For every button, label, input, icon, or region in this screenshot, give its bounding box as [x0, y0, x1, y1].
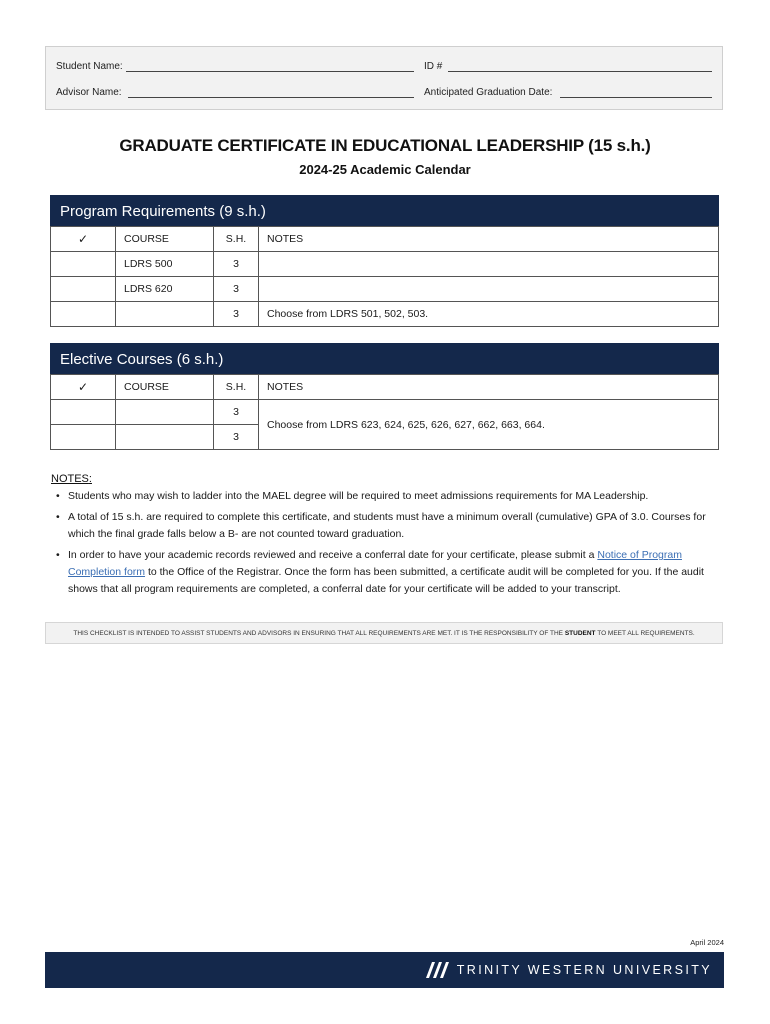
disclaimer-text-pre: THIS CHECKLIST IS INTENDED TO ASSIST STUDENTS AND ADVISORS IN ENSURING THAT ALL REQUIREMENTS ARE MET. IT IS THE RESPONSIBILITY OF THE: [73, 630, 565, 637]
sh-cell: 3: [214, 400, 259, 425]
list-item: [52, 509, 720, 543]
page-title: GRADUATE CERTIFICATE IN EDUCATIONAL LEADERSHIP (15 s.h.): [119, 136, 651, 155]
course-cell[interactable]: [116, 400, 214, 425]
elective-courses-header: Elective Courses (6 s.h.): [50, 343, 719, 374]
id-label: ID #: [424, 61, 443, 72]
note-text: Students who may wish to ladder into the MAEL degree will be required to meet admissions requirements for MA Leadership.: [68, 490, 649, 502]
checkmark-icon: ✓: [77, 232, 89, 246]
program-requirements-table: [50, 226, 719, 327]
course-cell[interactable]: [116, 425, 214, 450]
student-name-line[interactable]: [126, 60, 414, 72]
notes-heading-colon: :: [88, 473, 92, 485]
university-logo: [425, 952, 712, 988]
check-cell[interactable]: [51, 425, 116, 450]
checkmark-icon: ✓: [77, 380, 89, 394]
course-cell: LDRS 620: [116, 277, 214, 302]
note-text-post: to the Office of the Registrar. Once the form has been submitted, a certificate audit will be completed for you. If the audit shows that all program requirements are completed, a conferral date for your certificate will be added to your transcript.: [68, 566, 704, 595]
notes-cell: Choose from LDRS 623, 624, 625, 626, 627, 662, 663, 664.: [259, 400, 719, 450]
elective-courses-section: [50, 343, 719, 450]
id-line[interactable]: [448, 60, 712, 72]
student-name-field[interactable]: [56, 58, 414, 72]
advisor-name-field[interactable]: [56, 84, 414, 98]
graduation-date-line[interactable]: [560, 86, 712, 98]
footer-bar: [45, 952, 724, 988]
graduation-date-label: Anticipated Graduation Date:: [424, 87, 553, 98]
student-name-label: Student Name:: [56, 61, 123, 72]
disclaimer-text-post: TO MEET ALL REQUIREMENTS.: [595, 630, 695, 637]
sh-cell: 3: [214, 302, 259, 327]
program-requirements-header: Program Requirements (9 s.h.): [50, 195, 719, 226]
university-emblem-icon: [425, 960, 451, 980]
student-info-box: [45, 46, 723, 110]
bullet-icon: •: [56, 490, 60, 502]
check-cell[interactable]: [51, 252, 116, 277]
notes-cell: [259, 277, 719, 302]
course-cell: LDRS 500: [116, 252, 214, 277]
table-row: [51, 277, 719, 302]
sh-cell: 3: [214, 252, 259, 277]
check-column-header: [51, 227, 116, 252]
notes-cell: Choose from LDRS 501, 502, 503.: [259, 302, 719, 327]
disclaimer-student-bold: STUDENT: [564, 630, 596, 637]
advisor-name-line[interactable]: [128, 86, 414, 98]
logo-text: TRINITY WESTERN UNIVERSITY: [456, 963, 712, 977]
notes-cell: [259, 252, 719, 277]
program-requirements-section: [50, 195, 719, 327]
course-column-header: COURSE: [116, 375, 214, 400]
notes-heading: [51, 473, 92, 485]
notice-of-program-completion-link[interactable]: Notice of Program Completion form: [68, 549, 682, 578]
note-text-pre: In order to have your academic records reviewed and receive a conferral date for your certificate, please submit a: [68, 549, 598, 561]
table-row: [51, 400, 719, 425]
notes-column-header: NOTES: [259, 227, 719, 252]
notes-heading-text: NOTES: [51, 473, 89, 485]
table-row: [51, 302, 719, 327]
sh-column-header: S.H.: [214, 227, 259, 252]
check-cell[interactable]: [51, 302, 116, 327]
course-column-header: COURSE: [116, 227, 214, 252]
graduation-date-field[interactable]: [424, 84, 712, 98]
bullet-icon: •: [56, 549, 60, 561]
page-subtitle: 2024-25 Academic Calendar: [299, 162, 471, 177]
id-field[interactable]: [424, 58, 712, 72]
table-header-row: [51, 375, 719, 400]
check-cell[interactable]: [51, 277, 116, 302]
bullet-icon: •: [56, 511, 60, 523]
table-row: [51, 252, 719, 277]
list-item: [52, 488, 720, 505]
sh-column-header: S.H.: [214, 375, 259, 400]
disclaimer-banner: [45, 622, 723, 644]
check-column-header: [51, 375, 116, 400]
course-cell[interactable]: [116, 302, 214, 327]
elective-courses-table: [50, 374, 719, 450]
advisor-name-label: Advisor Name:: [56, 87, 122, 98]
check-cell[interactable]: [51, 400, 116, 425]
notes-column-header: NOTES: [259, 375, 719, 400]
sh-cell: 3: [214, 425, 259, 450]
table-header-row: [51, 227, 719, 252]
list-item: [52, 547, 720, 598]
sh-cell: 3: [214, 277, 259, 302]
note-text: A total of 15 s.h. are required to complete this certificate, and students must have a minimum overall (cumulative) GPA of 3.0. Courses for which the final grade falls below a B- are not counted toward graduation.: [68, 511, 706, 540]
revision-date: April 2024: [690, 938, 724, 947]
notes-list: [52, 488, 720, 602]
